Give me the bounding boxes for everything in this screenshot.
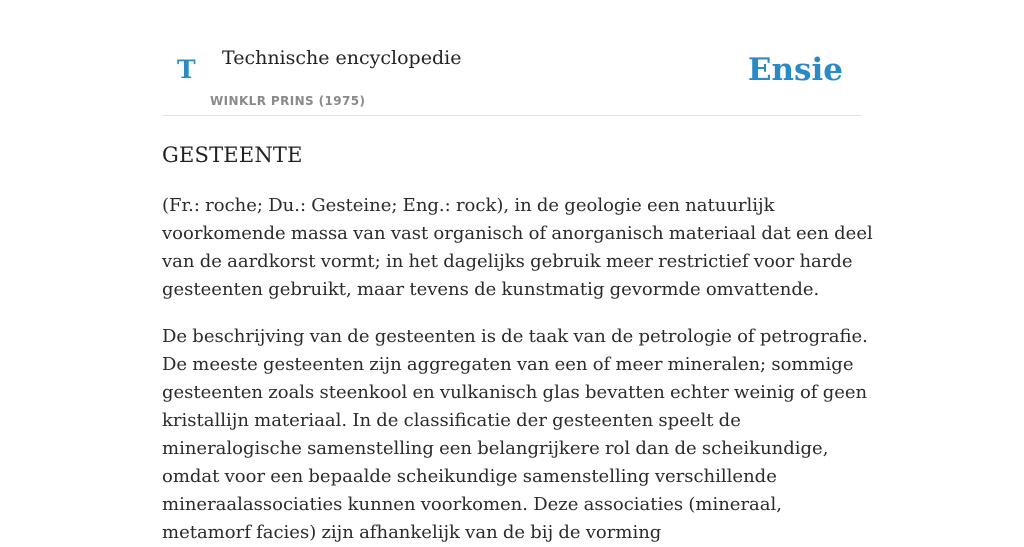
publication-title-link[interactable]: Technische encyclopedie [222, 47, 462, 69]
encyclopedia-header [162, 0, 862, 116]
article-paragraph-1: (Fr.: roche; Du.: Gesteine; Eng.: rock), in de geologie een natuurlijk voorkomende massa van vast organisch of anorganisch materiaal dat een deel van de aardkorst vormt; in het dagelijks gebruik meer restrictief voor harde gesteenten gebruikt, maar tevens de kunstmatig gevormde omvattende. [162, 195, 873, 300]
ensie-brand-logo-link[interactable]: Ensie [747, 52, 843, 88]
article-title: GESTEENTE [162, 143, 303, 167]
publication-logo-letter[interactable]: T [177, 55, 196, 84]
publication-subtitle: WINKLR PRINS (1975) [210, 94, 366, 108]
article-paragraph-2: De beschrijving van de gesteenten is de taak van de petrologie of petrografie. De meeste gesteenten zijn aggregaten van een of meer mineralen; sommige gesteenten zoals steenkool en vulkanisch glas bevatten echter weinig of geen kristallijn materiaal. In de classificatie der gesteenten speelt de mineralogische samenstelling een belangrijkere rol dan de scheikundige, omdat voor een bepaalde scheikundige samenstelling verschillende mineraalassociaties kunnen voorkomen. Deze associaties (mineraal, metamorf facies) zijn afhankelijk van de bij de vorming [162, 326, 868, 543]
article [162, 138, 874, 547]
